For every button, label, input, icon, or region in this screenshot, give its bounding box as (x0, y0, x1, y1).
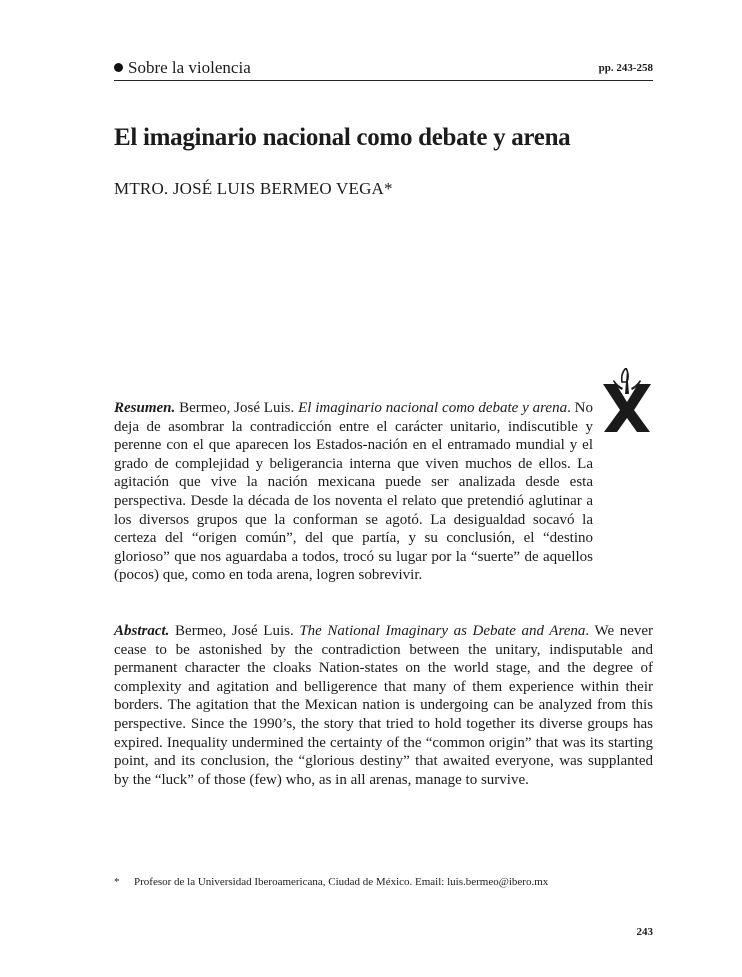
bullet-icon (114, 63, 123, 72)
article-title: El imaginario nacional como debate y arena (114, 124, 571, 151)
abstract-body: . We never cease to be astonished by the contradiction between the unitary, indisputable and permanent character the cloaks Nation-states on the world stage, and the degree of complexity and agitation and belligerence that many of them experience within their borders. The agitation that the Mexican nation is undergoing can be analyzed from this perspective. Since the 1990’s, the story that tried to hold together its diverse groups has expired. Inequality undermined the certainty of the “common origin” that was its starting point, and its conclusion, the “glorious destiny” that awaited everyone, was supplanted by the “luck” of those (few) who, as in all arenas, manage to survive. (114, 623, 654, 788)
abstract-work-title: The National Imaginary as Debate and Arena (299, 623, 586, 639)
page-range: pp. 243-258 (598, 62, 653, 74)
resumen-body: . No deja de asombrar la contradicción entre el carácter unitario, indiscutible y perenne con el que aparecen los Estados-nación en el entramado mundial y el grado de complejidad y beligerancia interna que viven muchos de ellos. La agitación que vive la nación mexicana puede ser analizada desde esta perspectiva. Desde la década de los noventa el relato que pretendió aglutinar a los diversos grupos que la conforman se agotó. La desigualdad socavó la certeza del “origen común”, del que partía, y su conclusión, el “destino glorioso” que nos aguardaba a todos, trocó su lugar por la “suerte” de aquellos (pocos) que, como en toda arena, logren sobrevivir. (114, 400, 594, 584)
resumen-work-title: El imaginario nacional como debate y arena (298, 400, 568, 416)
section-title (114, 58, 251, 78)
abstract-author: Bermeo, José Luis. (169, 623, 300, 639)
abstract-label: Abstract. (114, 623, 170, 639)
resumen-author: Bermeo, José Luis. (175, 400, 299, 416)
footnote-text: Profesor de la Universidad Iberoamericana, Ciudad de México. Email: luis.bermeo@ibero.mx (134, 876, 549, 888)
resumen-label: Resumen. (114, 400, 176, 416)
journal-x-logo-icon (598, 368, 656, 434)
footnote (114, 876, 548, 888)
abstract-spanish (114, 399, 593, 585)
section-title-text: Sobre la violencia (128, 58, 251, 77)
abstract-english (114, 622, 653, 789)
article-author: MTRO. JOSÉ LUIS BERMEO VEGA* (114, 179, 393, 198)
footnote-mark: * (114, 876, 120, 888)
page-number: 243 (636, 926, 653, 938)
running-header (114, 58, 653, 81)
